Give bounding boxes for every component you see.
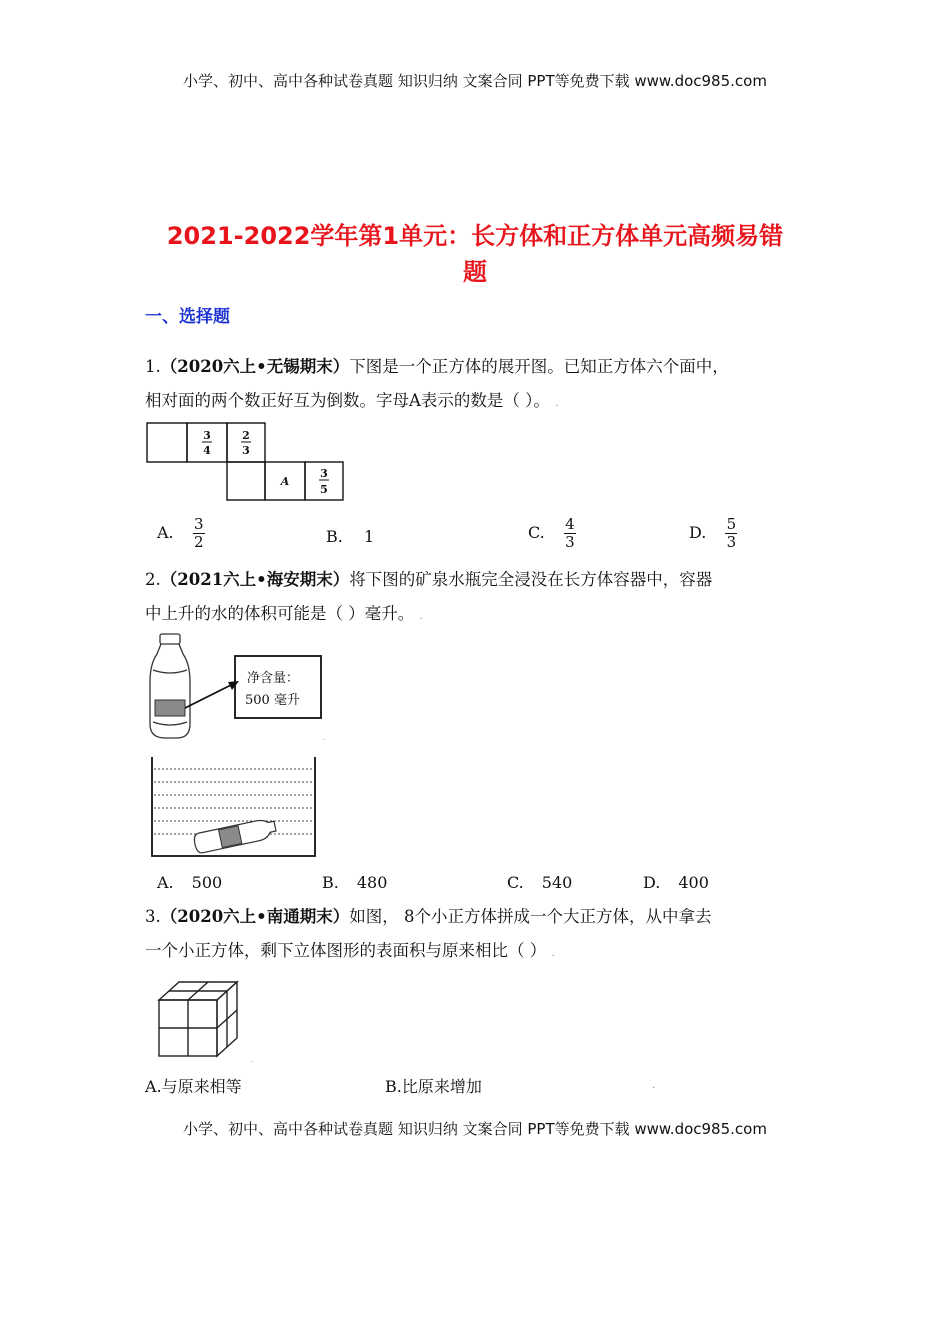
section-heading: 一、选择题 [145,307,230,327]
q2-option-b[interactable] [322,873,387,892]
q1-option-c[interactable] [528,516,576,551]
q1-cube-net-figure [145,422,355,504]
page-footer: 小学、初中、高中各种试卷真题 知识归纳 文案合同 PPT等免费下载 www.doc985.com [183,1120,767,1138]
net-content-label-line-1: 净含量： [247,671,300,686]
q2-source: （2021六上•海安期末） [160,570,350,589]
q3-source: （2020六上•南通期末） [160,907,350,926]
q2-option-c-label: C. [507,873,524,892]
bottle-label-patch [155,700,185,716]
q1-line-2: 相对面的两个数正好互为倒数。字母A表示的数是（ ）。 [145,391,550,410]
svg-text:.: . [323,733,326,742]
q2-line-1: 将下图的矿泉水瓶完全浸没在长方体容器中，容器 [349,570,713,589]
q1-line-1: 下图是一个正方体的展开图。已知正方体六个面中， [349,357,729,376]
q2-option-a[interactable] [157,873,222,892]
q2-bottle-figure [145,632,335,744]
q2-container-figure [148,755,320,860]
page-title [0,218,950,290]
q2-option-c[interactable] [507,873,572,892]
q1-option-c-fraction [564,516,576,551]
q1-option-b[interactable] [326,527,374,546]
q2-option-d[interactable] [643,873,709,892]
q1-option-a-denominator: 2 [193,533,204,551]
q3-number: 3. [145,907,161,926]
title-line-1: 2021-2022学年第1单元：长方体和正方体单元高频易错 [166,222,784,250]
q1-source: （2020六上•无锡期末） [160,357,350,376]
net-face-2-numerator: 2 [242,429,250,442]
net-content-label-line-2: 500 毫升 [245,693,300,708]
net-face-4-numerator: 3 [320,467,328,480]
net-face-1-denominator: 4 [203,444,211,457]
q2-line-2: 中上升的水的体积可能是（ ）毫升。 [145,604,415,623]
q3-cube-figure [155,978,260,1064]
q2-number: 2. [145,570,161,589]
q2-option-c-value: 540 [541,873,573,892]
q2-option-b-label: B. [322,873,339,892]
question-3-text: 3.（2020六上•南通期末）如图， 8个小正方体拼成一个大正方体，从中拿去 一个小正方体，剩下立体图形的表面积与原来相比（ ） . [145,907,712,960]
question-1-text: 1.（2020六上•无锡期末）下图是一个正方体的展开图。已知正方体六个面中， 相对面的两个数正好互为倒数。字母A表示的数是（ ）。 . [145,357,729,410]
q3-option-b-value: 比原来增加 [401,1077,482,1096]
svg-text:.: . [251,1055,254,1064]
net-face-2-denominator: 3 [242,444,250,457]
q2-option-d-value: 400 [678,873,709,892]
net-face-1-numerator: 3 [203,429,211,442]
net-face-4-denominator: 5 [320,483,328,496]
q3-option-a[interactable] [145,1074,242,1097]
q1-option-a-fraction [193,516,205,551]
net-face-letter-a: A [280,475,290,488]
q2-option-a-label: A. [157,873,174,892]
q3-line-1: 如图， 8个小正方体拼成一个大正方体，从中拿去 [349,907,712,926]
q1-option-a[interactable] [157,516,205,551]
q1-option-b-label: B. [326,527,343,546]
q1-option-a-numerator: 3 [193,515,204,533]
q1-option-d-numerator: 5 [726,515,737,533]
q1-option-c-label: C. [528,523,545,542]
q2-option-a-value: 500 [191,873,223,892]
page-header: 小学、初中、高中各种试卷真题 知识归纳 文案合同 PPT等免费下载 www.doc985.com [183,72,767,90]
q2-option-d-label: D. [643,873,661,892]
q3-line-2: 一个小正方体，剩下立体图形的表面积与原来相比（ ） [145,941,547,960]
q1-option-a-label: A. [157,523,174,542]
q1-option-d-fraction [725,516,737,551]
q1-option-c-numerator: 4 [565,515,575,533]
net-content-label-box [235,656,321,718]
q1-number: 1. [145,357,161,376]
q1-option-d-denominator: 3 [726,533,737,551]
q3-option-a-label: A. [145,1077,162,1096]
question-2-text: 2.（2021六上•海安期末）将下图的矿泉水瓶完全浸没在长方体容器中，容器 中上升的水的体积可能是（ ）毫升。 . [145,570,713,623]
q1-option-b-value: 1 [363,527,375,546]
q1-option-d[interactable] [689,516,737,551]
q2-option-b-value: 480 [356,873,388,892]
q1-option-d-label: D. [689,523,707,542]
q3-option-b[interactable] [385,1074,482,1097]
q3-option-a-value: 与原来相等 [161,1077,242,1096]
title-line-2: 题 [463,258,487,286]
q1-option-c-denominator: 3 [565,533,575,551]
q3-option-b-label: B. [385,1077,402,1096]
